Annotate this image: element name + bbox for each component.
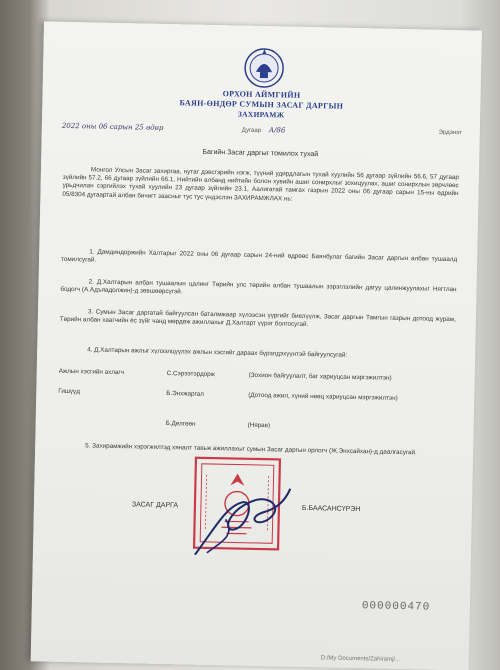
signatory-name: Б.БААСАНСҮРЭН (301, 504, 361, 514)
committee-r3-name: Б.Делгөөн (165, 420, 196, 428)
file-path-footer: D:/My Documents/Zahiramj/... (320, 655, 401, 664)
committee-r2-role: Гишүүд (58, 387, 80, 396)
document-title: Багийн Засаг даргыг томилох тухай (202, 148, 319, 159)
clause-3: 3. Сумын Засаг даргатай байгуулсан баталмжаар хүлээсэн үүргийг биелүүлж, Засаг даргын Тамгын газрын дотоод журам, Төрийн албан хаагчийн ёс зүйг чанд мөрдөж ажиллахыг Д.Халтарт үүрэг болгосугай. (59, 308, 456, 329)
clause-1: 1. Дамдиндоржийн Халтарыг 2022 оны 06 дугаар сарын 24-ний өдрөөс Баянбулаг багийн Засаг даргын албан тушаалд томилсугай. (60, 248, 458, 264)
signatory-title: ЗАСАГ ДАРГА (131, 501, 179, 510)
preamble-paragraph: Монгол Улсын Засаг захиргаа, нутаг дэвсгэрийн нэгж, түүний удирдлагын тухай хуулийн 56 дугаар зүйлийн 56.6, 57 дугаар зүйлийн 57.2, 66 дугаар зүйлийн 66.1, Нийтийн албанд нийтийн болон хувийн ашиг сонирхлыг зохицуулах, ашиг сонирхлын зөрчлөөс урьдчилан сэргийлэх тухай хуулийн 23 дугаар зүйлийн 23.1, Аалигатай тамгах газрын 2022 оны 06 дугаар сарын 15-ны өдрийн 05/8304 дугаартай албан бичигт заасныг тус тус үндэслэн ЗАХИРАМЖЛАХ нь: (62, 166, 459, 203)
place-field: Эрдэнэт (438, 129, 462, 137)
clause-5: 5. Захирамжийн хэрэгжилтэд хяналт тавьж ажиллахыг сумын Засаг даргын орлогч (Ж.Энхсайхан)-д даалгасугай. (85, 442, 417, 457)
state-emblem-icon (243, 46, 286, 91)
serial-number: 000000470 (361, 600, 431, 614)
number-handwritten: А/86 (268, 126, 286, 135)
committee-r2-name: Б.Энхжаргал (166, 390, 204, 398)
header-office: БАЯН-ӨНДӨР СУМЫН ЗАСАГ ДАРГЫН (179, 98, 344, 111)
date-field (62, 122, 192, 145)
document-page (31, 21, 482, 670)
number-field (241, 126, 321, 148)
header-doc-type: ЗАХИРАМЖ (237, 109, 285, 120)
header-aimag: ОРХОН АЙМГИЙН (222, 89, 301, 100)
date-handwritten: 2022 оны 06 сарын 25 өдөр (61, 121, 164, 132)
clause-2: 2. Д.Халтарын албан тушаалын цалинг Төрийн улс төрийн албан тушаалын зэрэглэлийн дагуу цалинжуулахыг Нягтлан бодогч (А.Адъяадолжин)-д зөвшөөрсүгэй. (60, 278, 457, 296)
committee-r1-role: Ажлын хэсгийн ахлагч (58, 367, 125, 377)
committee-r2-position: (Дотоод ажил, хүний нөөц хариуцсан мэргэжилтэн) (248, 391, 398, 402)
number-label: Дугаар (241, 127, 262, 134)
handwritten-signature-icon (185, 466, 297, 568)
committee-r1-name: С.Сэрээтэрдорж (166, 370, 215, 379)
committee-r1-position: (Зохион байгуулалт, баг хариуцсан мэргэжилтэн) (248, 371, 392, 382)
clause-4: 4. Д.Халтарын ажлыг хүлээлцүүлэх ажлын хэсгийг дараах бүрэлдэхүүнтэй байгуулсугай: (87, 346, 348, 359)
committee-r3-position: (Нярав) (247, 421, 271, 430)
